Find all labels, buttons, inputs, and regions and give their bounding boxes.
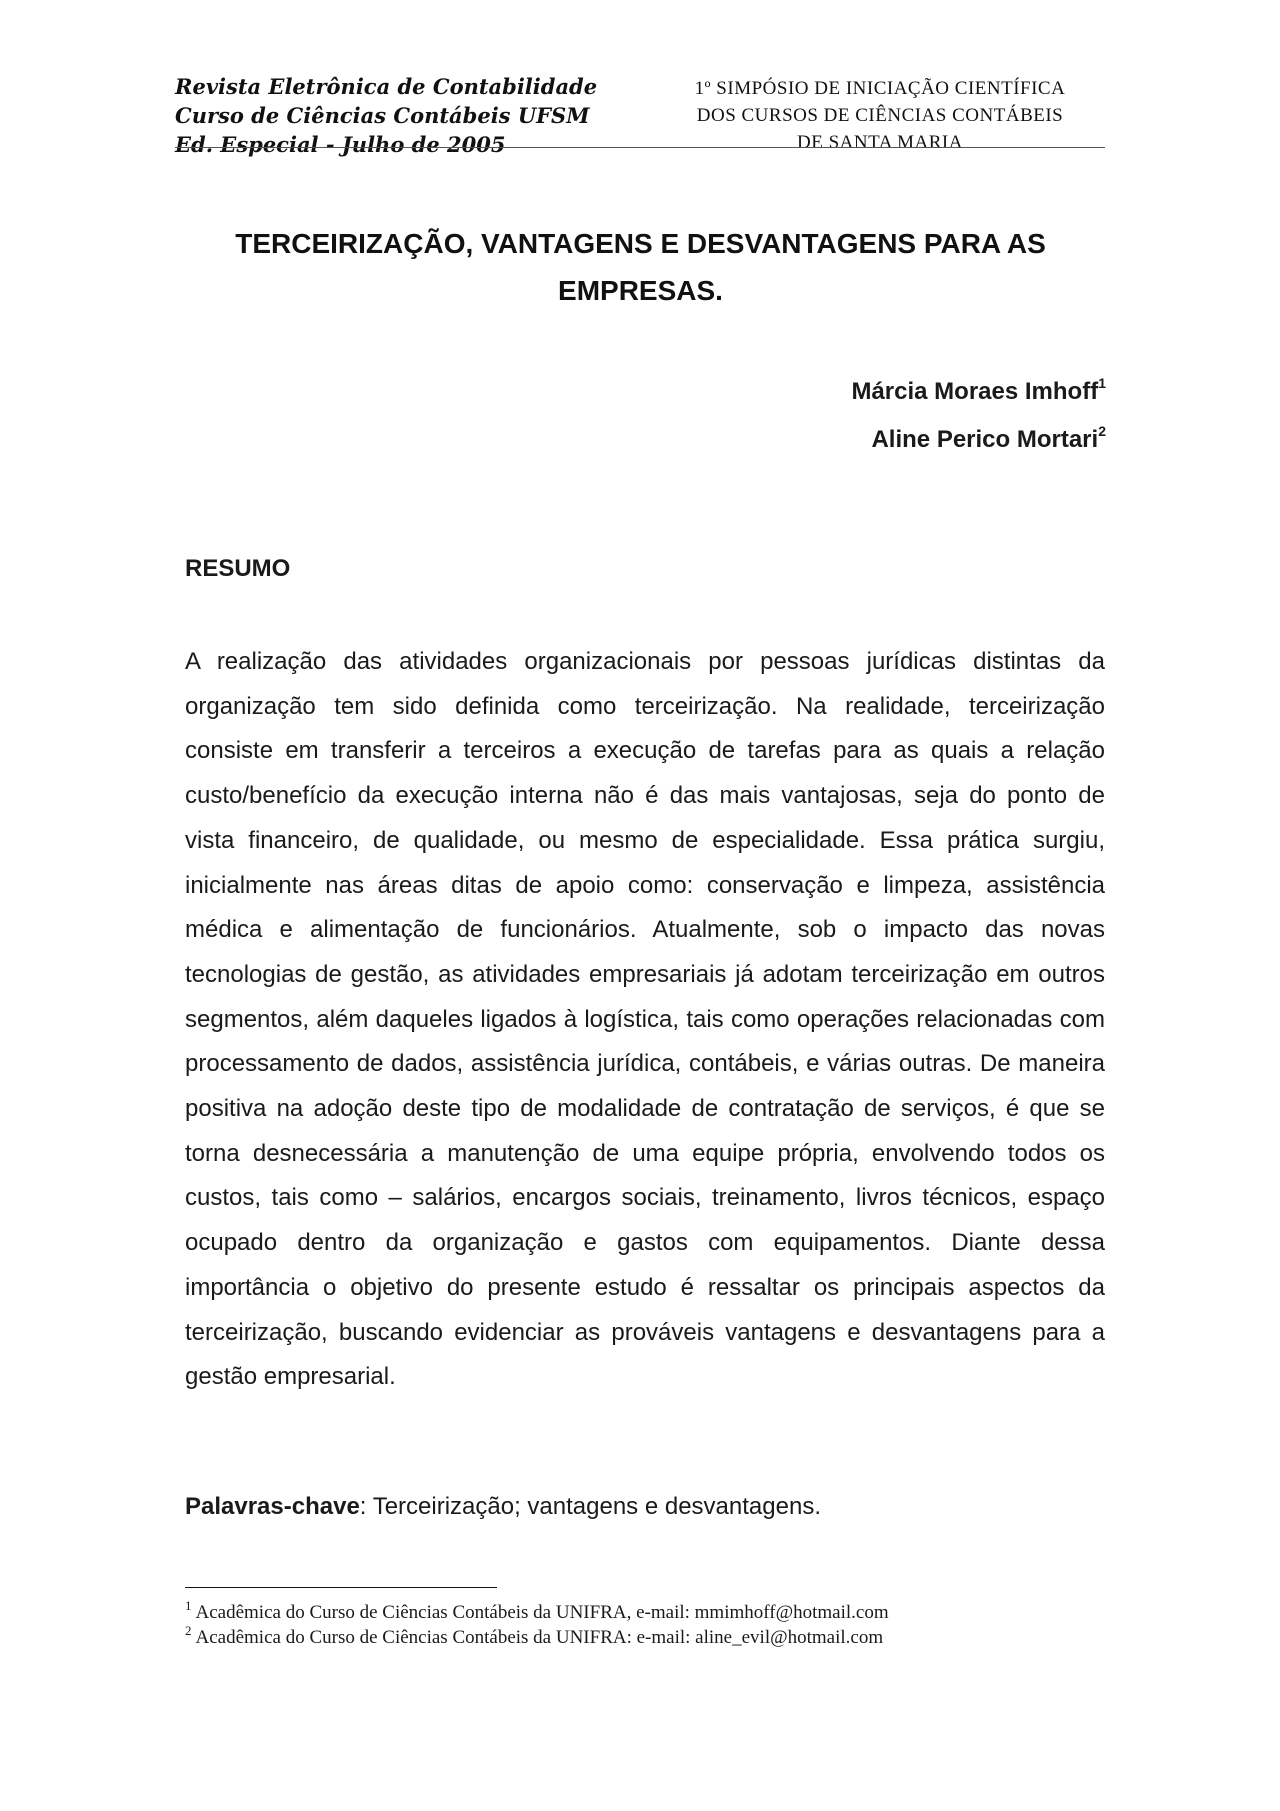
journal-name [175, 72, 598, 157]
symposium-name [655, 75, 1105, 153]
footnote-mark: 2 [1098, 423, 1106, 439]
header-divider [175, 147, 1105, 148]
journal-line: Curso de Ciências Contábeis UFSM [175, 103, 590, 128]
keywords-separator: : [359, 1493, 367, 1520]
author [851, 368, 1106, 416]
keywords [185, 1492, 821, 1522]
author [851, 416, 1106, 464]
author-name: Márcia Moraes Imhoff [851, 378, 1099, 405]
journal-line: Ed. Especial - Julho de 2005 [175, 132, 506, 157]
symposium-line: 1º SIMPÓSIO DE INICIAÇÃO CIENTÍFICA [694, 78, 1066, 99]
abstract-heading: RESUMO [185, 555, 291, 582]
footnote-divider [185, 1587, 497, 1588]
footnote [185, 1625, 1105, 1650]
footnotes [185, 1600, 1105, 1650]
footnote-text: Acadêmica do Curso de Ciências Contábeis da UNIFRA, e-mail: mmimhoff@hotmail.com [195, 1602, 889, 1623]
footnote [185, 1600, 1105, 1625]
abstract-text: A realização das atividades organizacionais por pessoas jurídicas distintas da organização tem sido definida como terceirização. Na realidade, terceirização consiste em transferir a terceiros a execução de tarefas para as quais a relação custo/benefício da execução interna não é das mais vantajosas, seja do ponto de vista financeiro, de qualidade, ou mesmo de especialidade. Essa prática surgiu, inicialmente nas áreas ditas de apoio como: conservação e limpeza, assistência médica e alimentação de funcionários. Atualmente, sob o impacto das novas tecnologias de gestão, as atividades empresariais já adotam terceirização em outros segmentos, além daqueles ligados à logística, tais como operações relacionadas com processamento de dados, assistência jurídica, contábeis, e várias outras. De maneira positiva na adoção deste tipo de modalidade de contratação de serviços, é que se torna desnecessária a manutenção de uma equipe própria, envolvendo todos os custos, tais como – salários, encargos sociais, treinamento, livros técnicos, espaço ocupado dentro da organização e gastos com equipamentos. Diante dessa importância o objetivo do presente estudo é ressaltar os principais aspectos da terceirização, buscando evidenciar as prováveis vantagens e desvantagens para a gestão empresarial. [185, 648, 1105, 1391]
footnote-mark: 1 [185, 1598, 192, 1613]
paper-title: TERCEIRIZAÇÃO, VANTAGENS E DESVANTAGENS PARA AS EMPRESAS. [235, 228, 1046, 306]
author-name: Aline Perico Mortari [871, 426, 1099, 453]
footnote-mark: 2 [185, 1623, 192, 1638]
symposium-line: DOS CURSOS DE CIÊNCIAS CONTÁBEIS [696, 105, 1064, 126]
footnote-text: Acadêmica do Curso de Ciências Contábeis da UNIFRA: e-mail: aline_evil@hotmail.com [195, 1627, 884, 1648]
symposium-line: DE SANTA MARIA [797, 132, 963, 153]
footnote-mark: 1 [1098, 375, 1106, 391]
keywords-text: Terceirização; vantagens e desvantagens. [366, 1493, 821, 1520]
author-list [851, 368, 1106, 464]
page-header [175, 72, 1105, 157]
keywords-label: Palavras-chave [185, 1493, 360, 1520]
journal-line: Revista Eletrônica de Contabilidade [175, 74, 598, 99]
